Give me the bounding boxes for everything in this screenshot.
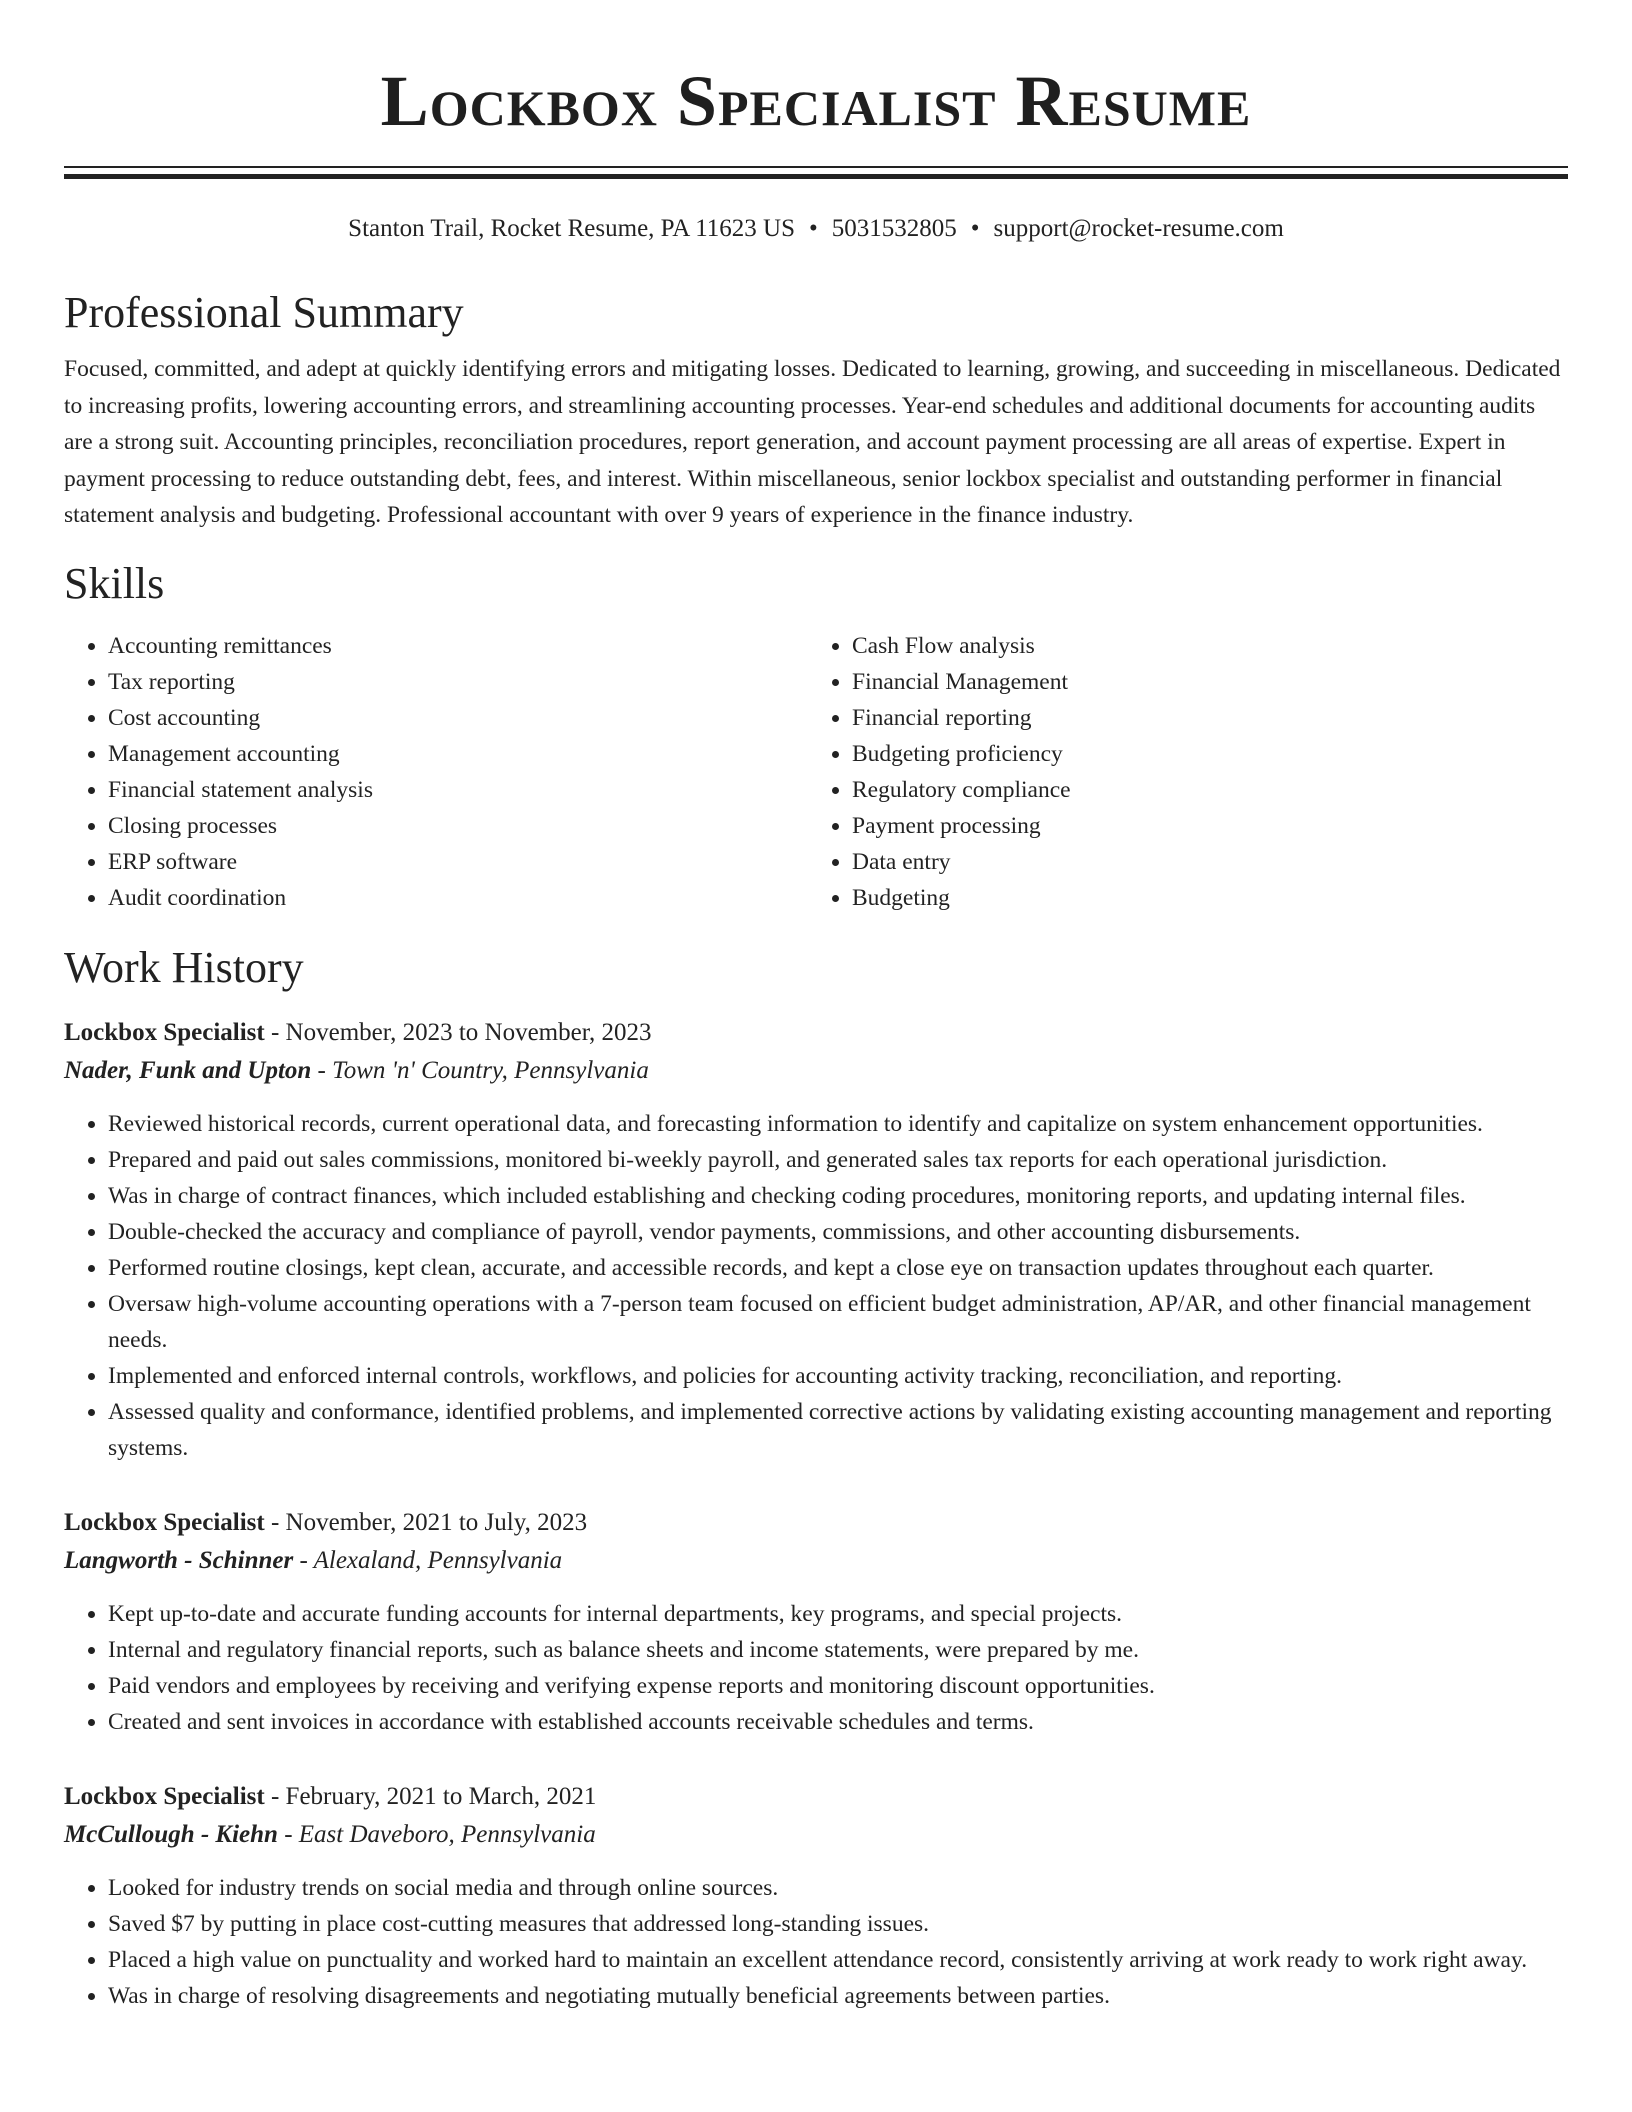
contact-phone: 5031532805 (831, 215, 957, 242)
skill-item: • Audit coordination (108, 880, 764, 916)
job-company-line (64, 1542, 1568, 1580)
skills-list-right (764, 628, 1464, 916)
skill-item: • Financial statement analysis (108, 772, 764, 808)
job-dates: - November, 2021 to July, 2023 (264, 1508, 588, 1536)
title-rule-thick (64, 174, 1568, 179)
summary-heading: Professional Summary (64, 288, 464, 337)
job-bullet: • Prepared and paid out sales commissions, monitored bi-weekly payroll, and generated sales tax reports for each operational jurisdiction. (108, 1142, 1568, 1178)
job-location: - East Daveboro, Pennsylvania (277, 1820, 596, 1848)
skill-item: • Budgeting proficiency (852, 736, 1464, 772)
job-bullet: • Looked for industry trends on social media and through online sources. (108, 1870, 1568, 1906)
job-bullet: • Performed routine closings, kept clean, accurate, and accessible records, and kept a close eye on transaction updates throughout each quarter. (108, 1250, 1568, 1286)
skills-heading: Skills (64, 558, 165, 608)
job-company-line (64, 1052, 1568, 1090)
contact-separator: • (809, 215, 818, 242)
job-bullet: • Implemented and enforced internal controls, workflows, and policies for accounting activity tracking, reconciliation, and reporting. (108, 1358, 1568, 1394)
job-company: McCullough - Kiehn (64, 1820, 278, 1848)
skill-item: • Financial Management (852, 664, 1464, 700)
skill-item: • Budgeting (852, 880, 1464, 916)
job-role: Lockbox Specialist (64, 1508, 265, 1536)
job-bullet: • Created and sent invoices in accordance with established accounts receivable schedules and terms. (108, 1704, 1568, 1740)
contact-address: Stanton Trail, Rocket Resume, PA 11623 US (348, 215, 795, 242)
job-company: Langworth - Schinner (64, 1546, 294, 1574)
job-location: - Town 'n' Country, Pennsylvania (311, 1056, 649, 1084)
job-bullet: • Reviewed historical records, current operational data, and forecasting information to identify and capitalize on system enhancement opportunities. (108, 1106, 1568, 1142)
skill-item: • Financial reporting (852, 700, 1464, 736)
contact-separator: • (970, 215, 980, 242)
skill-item: • Payment processing (852, 808, 1464, 844)
job-dates: - November, 2023 to November, 2023 (264, 1018, 652, 1046)
job-bullet: • Internal and regulatory financial reports, such as balance sheets and income statements, were prepared by me. (108, 1632, 1568, 1668)
job-bullet: • Saved $7 by putting in place cost-cutting measures that addressed long-standing issues. (108, 1906, 1568, 1942)
job-title-line (64, 1778, 1568, 1816)
job-bullet: • Oversaw high-volume accounting operations with a 7-person team focused on efficient budget administration, AP/AR, and other financial management needs. (108, 1286, 1568, 1358)
title-rule-thin (64, 166, 1568, 168)
job-bullets (64, 1870, 1568, 2014)
skill-item: • Tax reporting (108, 664, 764, 700)
job-bullets (64, 1106, 1568, 1466)
contact-line (64, 213, 1568, 245)
summary-text: Focused, committed, and adept at quickly identifying errors and mitigating losses. Dedicated to learning, growing, and succeeding in miscellaneous. Dedicated to increasing profits, lowering accounting errors, and streamlining accounting processes. Year-end schedules and additional documents for accounting audits are a strong suit. Accounting principles, reconciliation procedures, report generation, and account payment processing are all areas of expertise. Expert in payment processing to reduce outstanding debt, fees, and interest. Within miscellaneous, senior lockbox specialist and outstanding performer in financial statement analysis and budgeting. Professional accountant with over 9 years of experience in the finance industry. (64, 356, 1561, 528)
job-location: - Alexaland, Pennsylvania (293, 1546, 563, 1574)
skill-item: • Closing processes (108, 808, 764, 844)
job-entry (64, 1504, 1568, 1740)
contact-email: support@rocket-resume.com (993, 215, 1284, 242)
job-bullet: • Assessed quality and conformance, identified problems, and implemented corrective actions by validating existing accounting management and reporting systems. (108, 1394, 1568, 1466)
job-entry (64, 1778, 1568, 2014)
job-bullets (64, 1596, 1568, 1740)
job-entry (64, 1014, 1568, 1466)
skills-columns (64, 628, 1568, 916)
work-history-heading: Work History (64, 942, 304, 992)
job-bullet: • Was in charge of contract finances, which included establishing and checking coding procedures, monitoring reports, and updating internal files. (108, 1178, 1568, 1214)
job-bullet: • Kept up-to-date and accurate funding accounts for internal departments, key programs, and special projects. (108, 1596, 1568, 1632)
skill-item: • Regulatory compliance (852, 772, 1464, 808)
skill-item: • ERP software (108, 844, 764, 880)
skill-item: • Data entry (852, 844, 1464, 880)
job-title-line (64, 1014, 1568, 1052)
skill-item: • Cash Flow analysis (852, 628, 1464, 664)
job-bullet: • Paid vendors and employees by receiving and verifying expense reports and monitoring discount opportunities. (108, 1668, 1568, 1704)
skill-item: • Accounting remittances (108, 628, 764, 664)
skill-item: • Management accounting (108, 736, 764, 772)
job-role: Lockbox Specialist (64, 1782, 265, 1810)
job-dates: - February, 2021 to March, 2021 (264, 1782, 597, 1810)
page-title: Lockbox Specialist Resume (380, 61, 1252, 141)
job-bullet: • Was in charge of resolving disagreements and negotiating mutually beneficial agreements between parties. (108, 1978, 1568, 2014)
job-bullet: • Placed a high value on punctuality and worked hard to maintain an excellent attendance record, consistently arriving at work ready to work right away. (108, 1942, 1568, 1978)
skill-item: • Cost accounting (108, 700, 764, 736)
job-bullet: • Double-checked the accuracy and compliance of payroll, vendor payments, commissions, and other accounting disbursements. (108, 1214, 1568, 1250)
job-company-line (64, 1816, 1568, 1854)
job-role: Lockbox Specialist (64, 1018, 265, 1046)
skills-list-left (64, 628, 764, 916)
job-company: Nader, Funk and Upton (64, 1056, 312, 1084)
job-title-line (64, 1504, 1568, 1542)
